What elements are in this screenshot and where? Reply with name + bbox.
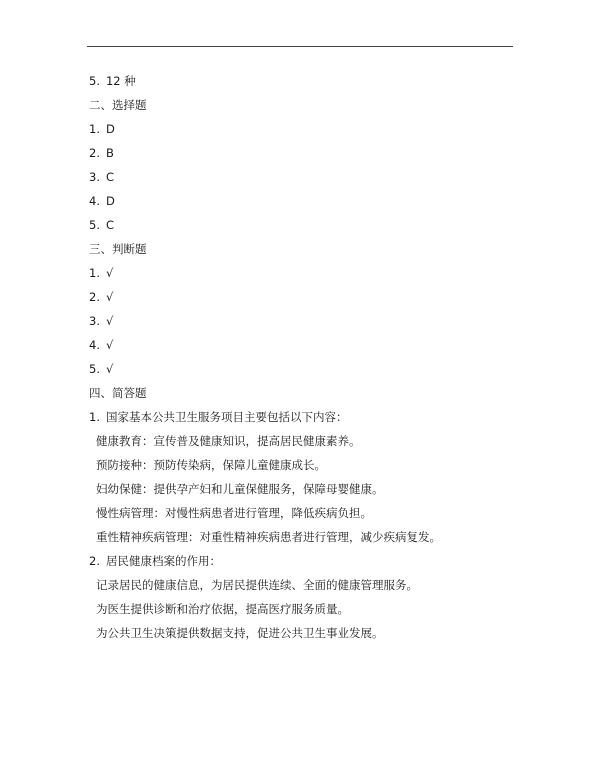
short-answer-q2 (89, 551, 529, 575)
check-mark-icon: √ (105, 338, 114, 352)
item-number: 2. (89, 554, 100, 568)
section-title-true-false: 三、判断题 (89, 242, 147, 256)
q2-point-1: 记录居民的健康信息，为居民提供连续、全面的健康管理服务。 (96, 578, 418, 592)
header-rule (87, 46, 513, 47)
item-number: 4. (89, 338, 100, 352)
q2-point-2: 为医生提供诊断和治疗依据，提高医疗服务质量。 (96, 602, 349, 616)
q1-point-1: 健康教育：宣传普及健康知识，提高居民健康素养。 (96, 434, 361, 448)
item-number: 2. (89, 290, 100, 304)
item-answer: 12 种 (105, 74, 136, 88)
fill-blank-answer-5 (89, 71, 529, 95)
item-answer: B (105, 146, 114, 160)
question-text: 国家基本公共卫生服务项目主要包括以下内容： (105, 410, 348, 424)
item-number: 2. (89, 146, 100, 160)
q2-point-3: 为公共卫生决策提供数据支持，促进公共卫生事业发展。 (96, 626, 384, 640)
mc-answer-1 (89, 119, 529, 143)
q1-point-3: 妇幼保健：提供孕产妇和儿童保健服务，保障母婴健康。 (96, 482, 384, 496)
item-number: 1. (89, 410, 100, 424)
item-answer: D (105, 194, 115, 208)
item-number: 5. (89, 362, 100, 376)
q1-point-5: 重性精神疾病管理：对重性精神疾病患者进行管理，减少疾病复发。 (96, 530, 441, 544)
item-number: 5. (89, 218, 100, 232)
item-answer: C (105, 170, 115, 184)
mc-answer-2 (89, 143, 529, 167)
item-number: 5. (89, 74, 100, 88)
tf-answer-4 (89, 335, 529, 359)
item-answer: D (105, 122, 115, 136)
check-mark-icon: √ (105, 290, 114, 304)
answer-document (89, 71, 529, 647)
check-mark-icon: √ (105, 314, 114, 328)
item-number: 3. (89, 170, 100, 184)
tf-answer-1 (89, 263, 529, 287)
q1-point-2: 预防接种：预防传染病，保障儿童健康成长。 (96, 458, 326, 472)
mc-answer-4 (89, 191, 529, 215)
tf-answer-3 (89, 311, 529, 335)
mc-answer-3 (89, 167, 529, 191)
item-number: 4. (89, 194, 100, 208)
item-number: 1. (89, 266, 100, 280)
short-answer-q1 (89, 407, 529, 431)
question-text: 居民健康档案的作用： (105, 554, 221, 568)
tf-answer-2 (89, 287, 529, 311)
q1-point-4: 慢性病管理：对慢性病患者进行管理，降低疾病负担。 (96, 506, 372, 520)
section-title-short-answer: 四、简答题 (89, 386, 147, 400)
item-answer: C (105, 218, 115, 232)
check-mark-icon: √ (105, 362, 114, 376)
check-mark-icon: √ (105, 266, 114, 280)
section-title-multiple-choice: 二、选择题 (89, 98, 147, 112)
tf-answer-5 (89, 359, 529, 383)
mc-answer-5 (89, 215, 529, 239)
item-number: 1. (89, 122, 100, 136)
item-number: 3. (89, 314, 100, 328)
